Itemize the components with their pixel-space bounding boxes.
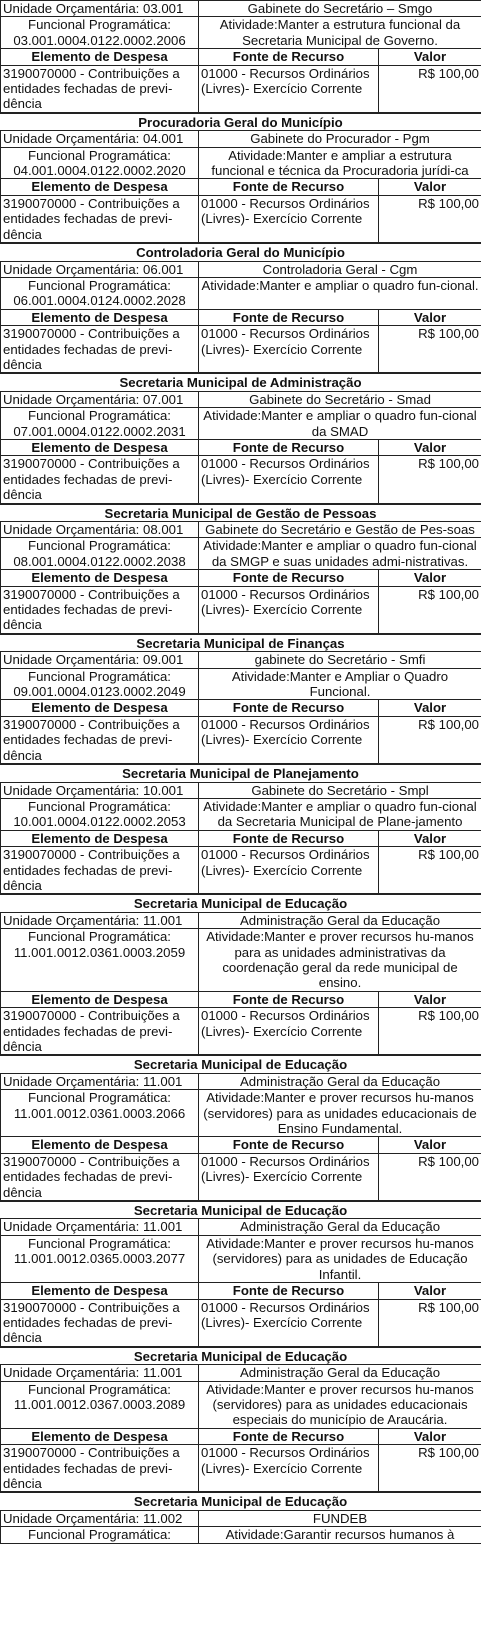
unidade-label: Unidade Orçamentária: [3,1219,140,1235]
fonte-header: Fonte de Recurso [199,439,379,455]
funcional-label: Funcional Programática: [28,277,171,293]
table-header-row [1,439,481,455]
funcional-code: 11.001.0012.0367.0003.2089 [13,1396,186,1412]
funcional-cell [1,668,199,700]
funcional-code: 03.001.0004.0122.0002.2006 [13,32,186,48]
elemento-value: 3190070000 - Contribuições a entidades fechadas de previ-dência [1,847,199,894]
table-row [1,586,481,633]
valor-header: Valor [379,439,481,455]
funcional-code: 04.001.0004.0122.0002.2020 [13,163,186,179]
unidade-row [1,1,481,17]
table-row [1,65,481,112]
fonte-header: Fonte de Recurso [199,991,379,1007]
atividade-description: Atividade:Manter e Ampliar o Quadro Funcional. [199,668,481,700]
elemento-header: Elemento de Despesa [1,570,199,586]
table-header-row [1,49,481,65]
funcional-label: Funcional Programática: [28,1090,171,1106]
unidade-number: 06.001 [143,261,184,277]
funcional-cell [1,17,199,49]
table-header-row [1,179,481,195]
funcional-code: 10.001.0004.0122.0002.2053 [13,814,186,830]
unidade-row [1,261,481,277]
unidade-cell [1,522,199,538]
funcional-row [1,1090,481,1137]
budget-block [0,391,481,504]
valor-header: Valor [379,700,481,716]
fonte-value: 01000 - Recursos Ordinários (Livres)- Exercício Corrente [199,65,379,112]
funcional-label: Funcional Programática: [28,17,171,33]
valor-header: Valor [379,1428,481,1444]
elemento-value: 3190070000 - Contribuições a entidades fechadas de previ-dência [1,65,199,112]
fonte-value: 01000 - Recursos Ordinários (Livres)- Exercício Corrente [199,1153,379,1200]
unidade-row [1,1073,481,1089]
valor-value: R$ 100,00 [379,1445,481,1492]
unidade-number: 11.001 [143,912,183,928]
table-row [1,1008,481,1055]
unidade-cell [1,782,199,798]
atividade-description: Atividade:Manter e prover recursos hu-manos (servidores) para as unidades educacionais de Ensino Fundamental. [199,1090,481,1137]
unidade-row [1,652,481,668]
elemento-header: Elemento de Despesa [1,439,199,455]
elemento-header: Elemento de Despesa [1,1428,199,1444]
unidade-name: Gabinete do Procurador - Pgm [199,131,481,147]
funcional-row [1,1235,481,1282]
budget-block [0,1510,481,1544]
unidade-label: Unidade Orçamentária: [3,131,140,147]
elemento-header: Elemento de Despesa [1,309,199,325]
unidade-cell [1,131,199,147]
funcional-cell [1,538,199,570]
budget-block [0,1073,481,1201]
budget-block [0,521,481,634]
unidade-name: Administração Geral da Educação [199,1365,481,1381]
funcional-code: 08.001.0004.0122.0002.2038 [13,553,186,569]
unidade-name: Controladoria Geral - Cgm [199,261,481,277]
unidade-cell [1,1073,199,1089]
unidade-cell [1,261,199,277]
table-header-row [1,309,481,325]
unidade-number: 11.002 [143,1510,183,1526]
section-title: Secretaria Municipal de Educação [0,1055,481,1072]
table-header-row [1,700,481,716]
funcional-row [1,277,481,309]
funcional-row [1,798,481,830]
funcional-cell [1,798,199,830]
unidade-number: 11.001 [143,1073,183,1089]
unidade-label: Unidade Orçamentária: [3,1,140,16]
unidade-cell [1,391,199,407]
unidade-label: Unidade Orçamentária: [3,261,140,277]
atividade-description: Atividade:Manter e ampliar o quadro fun-cional da SMAD [199,408,481,440]
elemento-value: 3190070000 - Contribuições a entidades fechadas de previ-dência [1,1299,199,1346]
fonte-value: 01000 - Recursos Ordinários (Livres)- Exercício Corrente [199,1299,379,1346]
unidade-cell [1,912,199,928]
budget-block [0,912,481,1056]
funcional-row [1,668,481,700]
funcional-row [1,929,481,992]
unidade-row [1,131,481,147]
unidade-row [1,1510,481,1526]
unidade-cell [1,1,199,17]
valor-header: Valor [379,570,481,586]
funcional-label: Funcional Programática: [28,668,171,684]
atividade-description: Atividade:Manter e ampliar o quadro fun-cional da Secretaria Municipal de Plane-jamento [199,798,481,830]
fonte-value: 01000 - Recursos Ordinários (Livres)- Exercício Corrente [199,1445,379,1492]
elemento-value: 3190070000 - Contribuições a entidades fechadas de previ-dência [1,195,199,242]
valor-value: R$ 100,00 [379,716,481,763]
valor-header: Valor [379,309,481,325]
fonte-value: 01000 - Recursos Ordinários (Livres)- Exercício Corrente [199,847,379,894]
fonte-value: 01000 - Recursos Ordinários (Livres)- Exercício Corrente [199,1008,379,1055]
unidade-label: Unidade Orçamentária: [3,1510,140,1526]
elemento-value: 3190070000 - Contribuições a entidades fechadas de previ-dência [1,456,199,503]
section-title: Secretaria Municipal de Finanças [0,634,481,651]
valor-value: R$ 100,00 [379,326,481,373]
funcional-code: 07.001.0004.0122.0002.2031 [13,423,186,439]
atividade-description: Atividade:Manter e ampliar a estrutura funcional e técnica da Procuradoria jurídi-ca [199,147,481,179]
unidade-name: Gabinete do Secretário – Smgo [199,1,481,17]
section-title: Secretaria Municipal de Educação [0,1492,481,1509]
valor-value: R$ 100,00 [379,847,481,894]
funcional-code: 11.001.0012.0361.0003.2059 [13,944,186,960]
funcional-label: Funcional Programática: [28,1527,171,1543]
funcional-label: Funcional Programática: [28,929,171,945]
unidade-name: Administração Geral da Educação [199,1219,481,1235]
atividade-description: Atividade:Manter e ampliar o quadro fun-cional. [199,277,481,309]
unidade-name: gabinete do Secretário - Smfi [199,652,481,668]
budget-block [0,782,481,895]
atividade-description: Atividade:Manter e prover recursos hu-manos para as unidades administrativas da coordenação geral da rede municipal de ensino. [199,929,481,992]
section-title: Secretaria Municipal de Educação [0,1347,481,1364]
table-row [1,1153,481,1200]
table-row [1,1445,481,1492]
valor-value: R$ 100,00 [379,586,481,633]
valor-value: R$ 100,00 [379,1153,481,1200]
funcional-cell [1,929,199,992]
table-header-row [1,1137,481,1153]
funcional-code: 06.001.0004.0124.0002.2028 [13,293,186,309]
funcional-label: Funcional Programática: [28,1235,171,1251]
elemento-value: 3190070000 - Contribuições a entidades fechadas de previ-dência [1,1445,199,1492]
funcional-code: 11.001.0012.0361.0003.2066 [13,1105,186,1121]
table-row [1,195,481,242]
funcional-label: Funcional Programática: [28,798,171,814]
valor-header: Valor [379,1283,481,1299]
section-title: Secretaria Municipal de Administração [0,373,481,390]
unidade-number: 07.001 [143,391,184,407]
unidade-row [1,912,481,928]
unidade-name: Gabinete do Secretário - Smpl [199,782,481,798]
elemento-value: 3190070000 - Contribuições a entidades fechadas de previ-dência [1,1153,199,1200]
unidade-row [1,391,481,407]
fonte-value: 01000 - Recursos Ordinários (Livres)- Exercício Corrente [199,456,379,503]
unidade-cell [1,1510,199,1526]
funcional-label: Funcional Programática: [28,1381,171,1397]
funcional-cell [1,147,199,179]
elemento-value: 3190070000 - Contribuições a entidades fechadas de previ-dência [1,716,199,763]
unidade-label: Unidade Orçamentária: [3,1365,140,1381]
fonte-value: 01000 - Recursos Ordinários (Livres)- Exercício Corrente [199,716,379,763]
table-row [1,716,481,763]
unidade-name: FUNDEB [199,1510,481,1526]
unidade-label: Unidade Orçamentária: [3,912,140,928]
elemento-header: Elemento de Despesa [1,830,199,846]
funcional-label: Funcional Programática: [28,538,171,554]
section-title: Controladoria Geral do Município [0,243,481,260]
funcional-row [1,538,481,570]
funcional-code: 11.001.0012.0365.0003.2077 [13,1251,186,1267]
fonte-header: Fonte de Recurso [199,179,379,195]
table-header-row [1,570,481,586]
valor-header: Valor [379,1137,481,1153]
budget-block [0,651,481,764]
unidade-number: 03.001 [143,1,184,16]
fonte-header: Fonte de Recurso [199,1283,379,1299]
unidade-row [1,522,481,538]
fonte-value: 01000 - Recursos Ordinários (Livres)- Exercício Corrente [199,195,379,242]
elemento-header: Elemento de Despesa [1,179,199,195]
unidade-name: Gabinete do Secretário e Gestão de Pes-soas [199,522,481,538]
funcional-cell [1,408,199,440]
unidade-label: Unidade Orçamentária: [3,1073,140,1089]
fonte-header: Fonte de Recurso [199,1428,379,1444]
elemento-value: 3190070000 - Contribuições a entidades fechadas de previ-dência [1,586,199,633]
elemento-header: Elemento de Despesa [1,991,199,1007]
unidade-row [1,782,481,798]
funcional-cell [1,1235,199,1282]
atividade-description: Atividade:Manter e prover recursos hu-manos (servidores) para as unidades de Educação Infantil. [199,1235,481,1282]
elemento-header: Elemento de Despesa [1,49,199,65]
funcional-cell [1,1381,199,1428]
funcional-row [1,17,481,49]
unidade-number: 11.001 [143,1219,183,1235]
fonte-value: 01000 - Recursos Ordinários (Livres)- Exercício Corrente [199,326,379,373]
section-title: Secretaria Municipal de Educação [0,1201,481,1218]
table-header-row [1,991,481,1007]
valor-value: R$ 100,00 [379,65,481,112]
unidade-number: 09.001 [143,652,184,668]
unidade-label: Unidade Orçamentária: [3,652,140,668]
budget-block [0,1218,481,1346]
unidade-name: Gabinete do Secretário - Smad [199,391,481,407]
funcional-row [1,408,481,440]
unidade-name: Administração Geral da Educação [199,1073,481,1089]
table-header-row [1,1428,481,1444]
unidade-cell [1,1365,199,1381]
funcional-cell [1,277,199,309]
elemento-value: 3190070000 - Contribuições a entidades fechadas de previ-dência [1,1008,199,1055]
unidade-label: Unidade Orçamentária: [3,391,140,407]
unidade-number: 11.001 [143,1365,183,1381]
elemento-header: Elemento de Despesa [1,700,199,716]
valor-value: R$ 100,00 [379,456,481,503]
table-header-row [1,830,481,846]
valor-header: Valor [379,991,481,1007]
unidade-number: 08.001 [143,522,184,537]
unidade-label: Unidade Orçamentária: [3,522,140,537]
table-header-row [1,1283,481,1299]
table-row [1,1299,481,1346]
budget-block [0,261,481,374]
budget-block [0,130,481,243]
section-title: Secretaria Municipal de Gestão de Pessoas [0,504,481,521]
valor-value: R$ 100,00 [379,1299,481,1346]
valor-value: R$ 100,00 [379,195,481,242]
budget-block [0,0,481,113]
elemento-value: 3190070000 - Contribuições a entidades fechadas de previ-dência [1,326,199,373]
funcional-label: Funcional Programática: [28,147,171,163]
atividade-description: Atividade:Manter e ampliar o quadro fun-cional da SMGP e suas unidades admi-nistrativas. [199,538,481,570]
unidade-cell [1,652,199,668]
fonte-value: 01000 - Recursos Ordinários (Livres)- Exercício Corrente [199,586,379,633]
elemento-header: Elemento de Despesa [1,1283,199,1299]
funcional-row [1,147,481,179]
unidade-name: Administração Geral da Educação [199,912,481,928]
funcional-row [1,1381,481,1428]
unidade-number: 04.001 [143,131,184,147]
valor-header: Valor [379,179,481,195]
fonte-header: Fonte de Recurso [199,1137,379,1153]
unidade-cell [1,1219,199,1235]
fonte-header: Fonte de Recurso [199,830,379,846]
valor-value: R$ 100,00 [379,1008,481,1055]
section-title: Secretaria Municipal de Planejamento [0,764,481,781]
fonte-header: Fonte de Recurso [199,570,379,586]
fonte-header: Fonte de Recurso [199,700,379,716]
funcional-label: Funcional Programática: [28,408,171,424]
valor-header: Valor [379,830,481,846]
table-row [1,847,481,894]
funcional-cell [1,1090,199,1137]
fonte-header: Fonte de Recurso [199,309,379,325]
funcional-row [1,1527,481,1543]
section-title: Secretaria Municipal de Educação [0,894,481,911]
elemento-header: Elemento de Despesa [1,1137,199,1153]
fonte-header: Fonte de Recurso [199,49,379,65]
atividade-description: Atividade:Manter a estrutura funcional da Secretaria Municipal de Governo. [199,17,481,49]
unidade-number: 10.001 [143,782,184,798]
table-row [1,456,481,503]
unidade-label: Unidade Orçamentária: [3,782,140,798]
budget-block [0,1364,481,1492]
atividade-description: Atividade:Manter e prover recursos hu-manos (servidores) para as unidades educacionais especiais do município de Araucária. [199,1381,481,1428]
unidade-row [1,1219,481,1235]
funcional-code: 09.001.0004.0123.0002.2049 [13,684,186,700]
section-title: Procuradoria Geral do Município [0,113,481,130]
unidade-row [1,1365,481,1381]
funcional-cell [1,1527,199,1543]
atividade-description: Atividade:Garantir recursos humanos à [199,1527,481,1543]
valor-header: Valor [379,49,481,65]
table-row [1,326,481,373]
